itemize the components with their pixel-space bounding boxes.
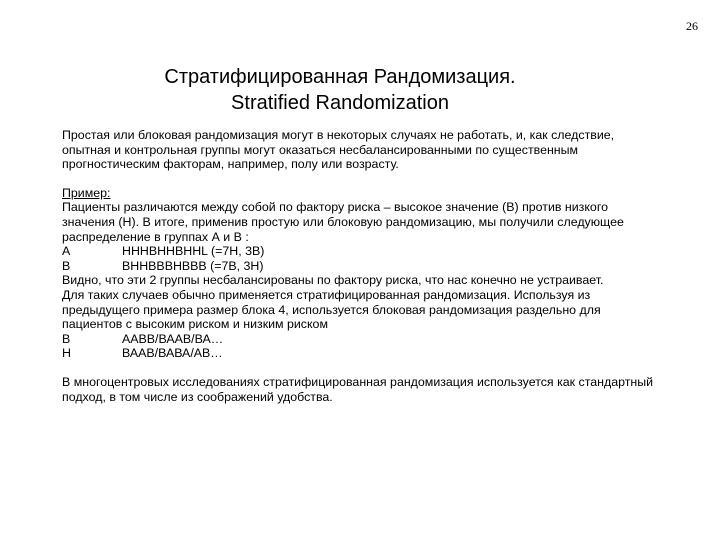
stratum-row-high [62, 332, 662, 347]
example-heading: Пример: [62, 185, 111, 200]
group-value: ВННВВВНВВВ (=7В, 3Н) [122, 258, 264, 273]
page-number: 26 [686, 19, 698, 33]
stratum-key: Н [62, 346, 71, 361]
group-row-b [62, 259, 662, 274]
group-value: НННВННВННL (=7Н, 3В) [122, 244, 265, 259]
group-key: А [62, 244, 71, 259]
group-key: В [62, 258, 71, 273]
title-russian: Стратифицированная Рандомизация. [164, 66, 516, 88]
stratum-key: В [62, 331, 71, 346]
closing-paragraph: В многоцентровых исследованиях стратифицированная рандомизация используется как стандартный подход, в том числе из соображений удобства. [62, 374, 654, 404]
stratum-value: ВААВ/ВАВА/АВ… [122, 346, 223, 361]
slide-body [62, 128, 662, 404]
conclusion-text: Видно, что эти 2 группы несбалансированы по фактору риска, что нас конечно не устраивает. [62, 273, 604, 288]
stratum-value: ААВВ/ВААВ/ВА… [122, 331, 224, 346]
group-row-a [62, 244, 662, 259]
solution-text: Для таких случаев обычно применяется стратифицированная рандомизация. Используя из предыдущего примера размер блока 4, используется блоковая рандомизация раздельно для пациентов с высоким риском и низким риском [62, 287, 601, 332]
title-english: Stratified Randomization [231, 92, 449, 114]
stratum-row-low [62, 346, 662, 361]
slide-title [0, 64, 680, 116]
example-text: Пациенты различаются между собой по фактору риска – высокое значение (В) против низкого значения (Н). В итоге, применив простую или блоковую рандомизацию, мы получили следующее распределение в группах А и В : [62, 200, 624, 244]
intro-paragraph: Простая или блоковая рандомизация могут в некоторых случаях не работать, и, как следствие, опытная и контрольная группы могут оказаться несбалансированными по существенным прогностическим факторам, например, полу или возрасту. [62, 128, 615, 172]
